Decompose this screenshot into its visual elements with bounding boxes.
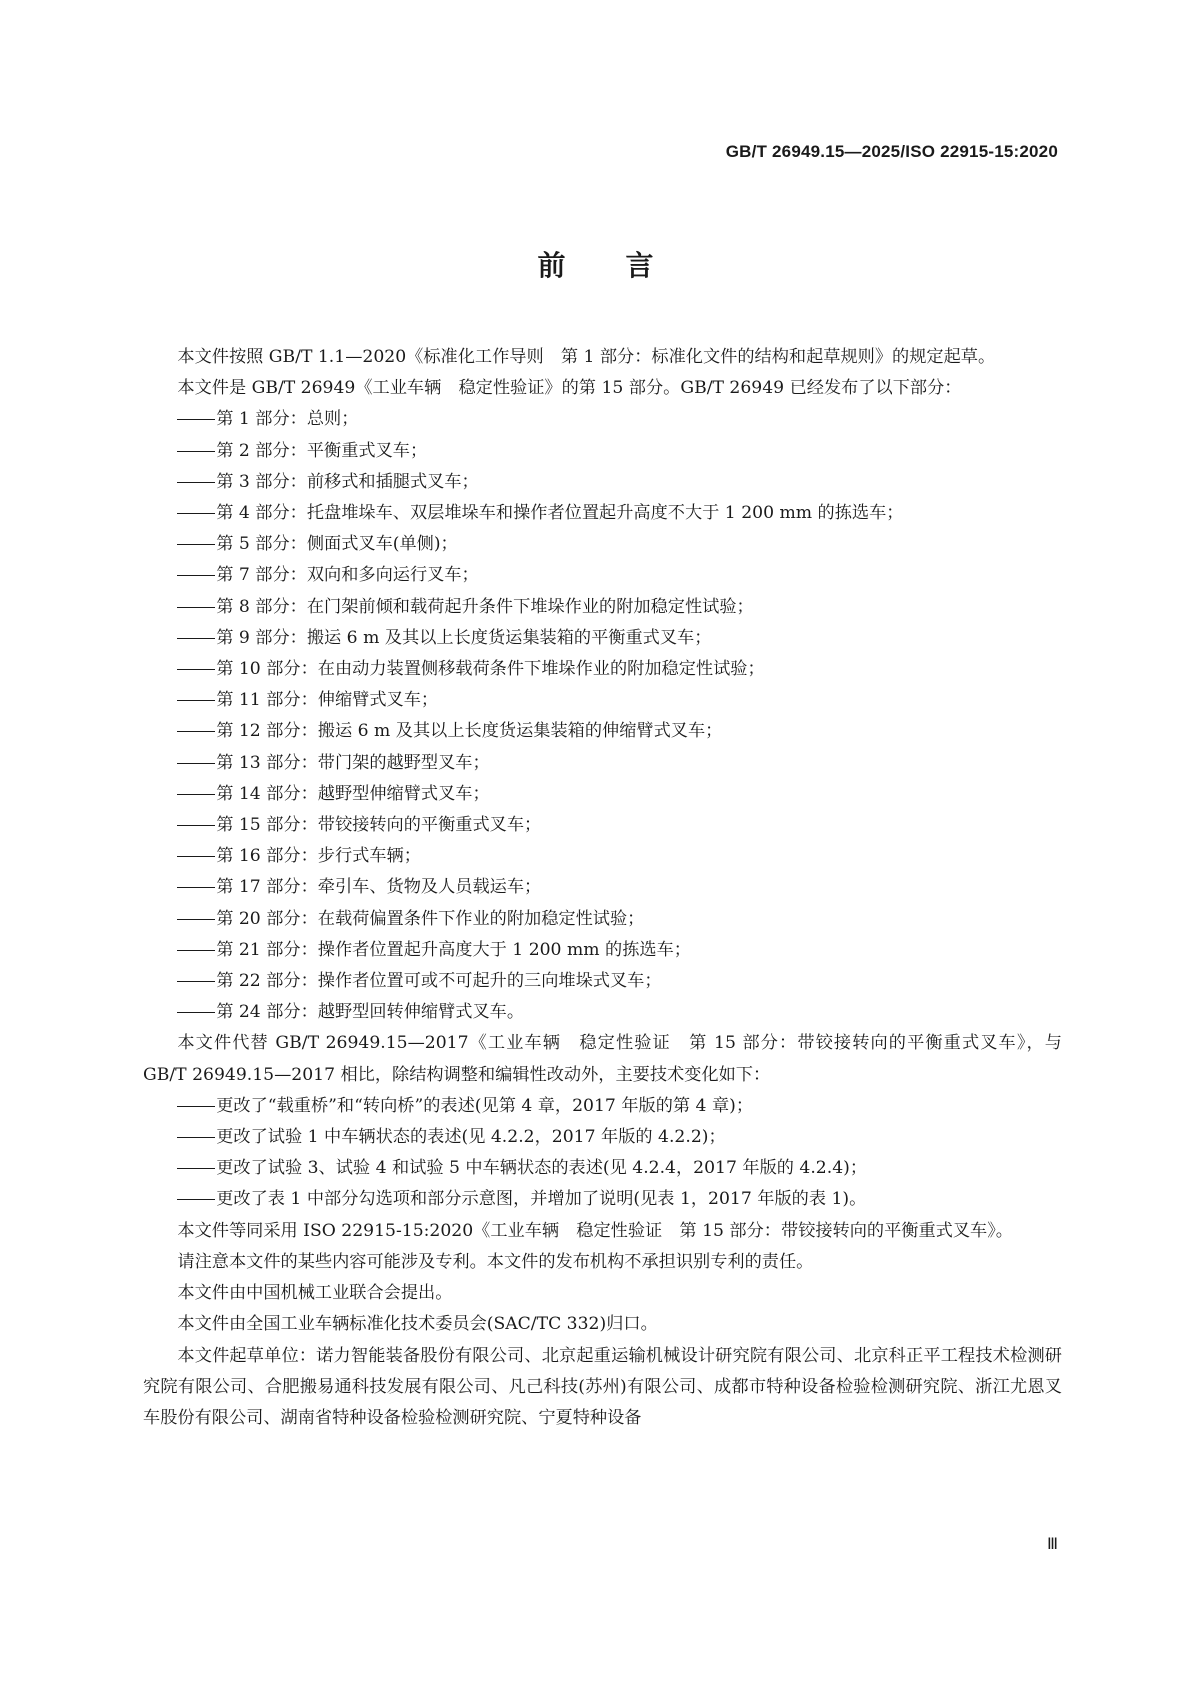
list-item: 更改了“载重桥”和“转向桥”的表述(见第 4 章，2017 年版的第 4 章)； bbox=[143, 1091, 1062, 1122]
page-title: 前言 bbox=[537, 249, 714, 282]
dash-icon bbox=[177, 575, 215, 576]
list-item: 第 10 部分：在由动力装置侧移载荷条件下堆垛作业的附加稳定性试验； bbox=[143, 654, 1062, 685]
dash-icon bbox=[177, 763, 215, 764]
list-item: 第 8 部分：在门架前倾和载荷起升条件下堆垛作业的附加稳定性试验； bbox=[143, 592, 1062, 623]
paragraph-iso-adoption: 本文件等同采用 ISO 22915-15:2020《工业车辆 稳定性验证 第 15 部分：带铰接转向的平衡重式叉车》。 bbox=[177, 1220, 1013, 1241]
list-item: 第 14 部分：越野型伸缩臂式叉车； bbox=[143, 779, 1062, 810]
list-item: 更改了表 1 中部分勾选项和部分示意图，并增加了说明(见表 1，2017 年版的表 1)。 bbox=[143, 1184, 1062, 1215]
dash-icon bbox=[177, 1012, 215, 1013]
list-item: 第 12 部分：搬运 6 m 及其以上长度货运集装箱的伸缩臂式叉车； bbox=[143, 716, 1062, 747]
dash-icon bbox=[177, 825, 215, 826]
dash-icon bbox=[177, 887, 215, 888]
list-item: 第 2 部分：平衡重式叉车； bbox=[143, 436, 1062, 467]
dash-icon bbox=[177, 451, 215, 452]
dash-icon bbox=[177, 513, 215, 514]
list-item: 第 4 部分：托盘堆垛车、双层堆垛车和操作者位置起升高度不大于 1 200 mm 的拣选车； bbox=[143, 498, 1062, 529]
list-item: 更改了试验 1 中车辆状态的表述(见 4.2.2，2017 年版的 4.2.2)； bbox=[143, 1122, 1062, 1153]
list-item: 第 7 部分：双向和多向运行叉车； bbox=[143, 560, 1062, 591]
list-item: 第 5 部分：侧面式叉车(单侧)； bbox=[143, 529, 1062, 560]
dash-icon bbox=[177, 482, 215, 483]
changes-list bbox=[143, 1091, 1062, 1216]
dash-icon bbox=[177, 607, 215, 608]
list-item: 更改了试验 3、试验 4 和试验 5 中车辆状态的表述(见 4.2.4，2017 年版的 4.2.4)； bbox=[143, 1153, 1062, 1184]
paragraph-proposer: 本文件由中国机械工业联合会提出。 bbox=[177, 1283, 453, 1304]
list-item: 第 9 部分：搬运 6 m 及其以上长度货运集装箱的平衡重式叉车； bbox=[143, 623, 1062, 654]
paragraph-replacement: 本文件代替 GB/T 26949.15—2017《工业车辆 稳定性验证 第 15 部分：带铰接转向的平衡重式叉车》，与 GB/T 26949.15—2017 相比，除结构调整和编辑性改动外，主要技术变化如下： bbox=[143, 1033, 1062, 1085]
list-item: 第 24 部分：越野型回转伸缩臂式叉车。 bbox=[143, 997, 1062, 1028]
document-body bbox=[143, 342, 1062, 1434]
paragraph-drafting-units: 本文件起草单位：诺力智能装备股份有限公司、北京起重运输机械设计研究院有限公司、北京科正平工程技术检测研究院有限公司、合肥搬易通科技发展有限公司、凡己科技(苏州)有限公司、成都市特种设备检验检测研究院、浙江尤恩叉车股份有限公司、湖南省特种设备检验检测研究院、宁夏特种设备 bbox=[143, 1345, 1062, 1428]
paragraph-drafting-rules: 本文件按照 GB/T 1.1—2020《标准化工作导则 第 1 部分：标准化文件的结构和起草规则》的规定起草。 bbox=[177, 347, 996, 367]
list-item: 第 22 部分：操作者位置可或不可起升的三向堆垛式叉车； bbox=[143, 966, 1062, 997]
page-number: Ⅲ bbox=[1046, 1536, 1058, 1553]
dash-icon bbox=[177, 1168, 215, 1169]
list-item: 第 15 部分：带铰接转向的平衡重式叉车； bbox=[143, 810, 1062, 841]
parts-list bbox=[143, 404, 1062, 1028]
list-item: 第 3 部分：前移式和插腿式叉车； bbox=[143, 467, 1062, 498]
dash-icon bbox=[177, 731, 215, 732]
dash-icon bbox=[177, 919, 215, 920]
dash-icon bbox=[177, 638, 215, 639]
dash-icon bbox=[177, 950, 215, 951]
list-item: 第 16 部分：步行式车辆； bbox=[143, 841, 1062, 872]
dash-icon bbox=[177, 981, 215, 982]
dash-icon bbox=[177, 856, 215, 857]
paragraph-patent-notice: 请注意本文件的某些内容可能涉及专利。本文件的发布机构不承担识别专利的责任。 bbox=[177, 1251, 814, 1272]
paragraph-committee: 本文件由全国工业车辆标准化技术委员会(SAC/TC 332)归口。 bbox=[177, 1314, 658, 1335]
dash-icon bbox=[177, 669, 215, 670]
list-item: 第 1 部分：总则； bbox=[143, 404, 1062, 435]
list-item: 第 20 部分：在载荷偏置条件下作业的附加稳定性试验； bbox=[143, 904, 1062, 935]
paragraph-series-intro: 本文件是 GB/T 26949《工业车辆 稳定性验证》的第 15 部分。GB/T 26949 已经发布了以下部分： bbox=[177, 378, 962, 399]
dash-icon bbox=[177, 1199, 215, 1200]
dash-icon bbox=[177, 419, 215, 420]
dash-icon bbox=[177, 544, 215, 545]
dash-icon bbox=[177, 794, 215, 795]
dash-icon bbox=[177, 1106, 215, 1107]
list-item: 第 17 部分：牵引车、货物及人员载运车； bbox=[143, 872, 1062, 903]
list-item: 第 13 部分：带门架的越野型叉车； bbox=[143, 748, 1062, 779]
dash-icon bbox=[177, 1137, 215, 1138]
list-item: 第 21 部分：操作者位置起升高度大于 1 200 mm 的拣选车； bbox=[143, 935, 1062, 966]
standard-code: GB/T 26949.15—2025/ISO 22915-15:2020 bbox=[725, 142, 1058, 161]
dash-icon bbox=[177, 700, 215, 701]
list-item: 第 11 部分：伸缩臂式叉车； bbox=[143, 685, 1062, 716]
